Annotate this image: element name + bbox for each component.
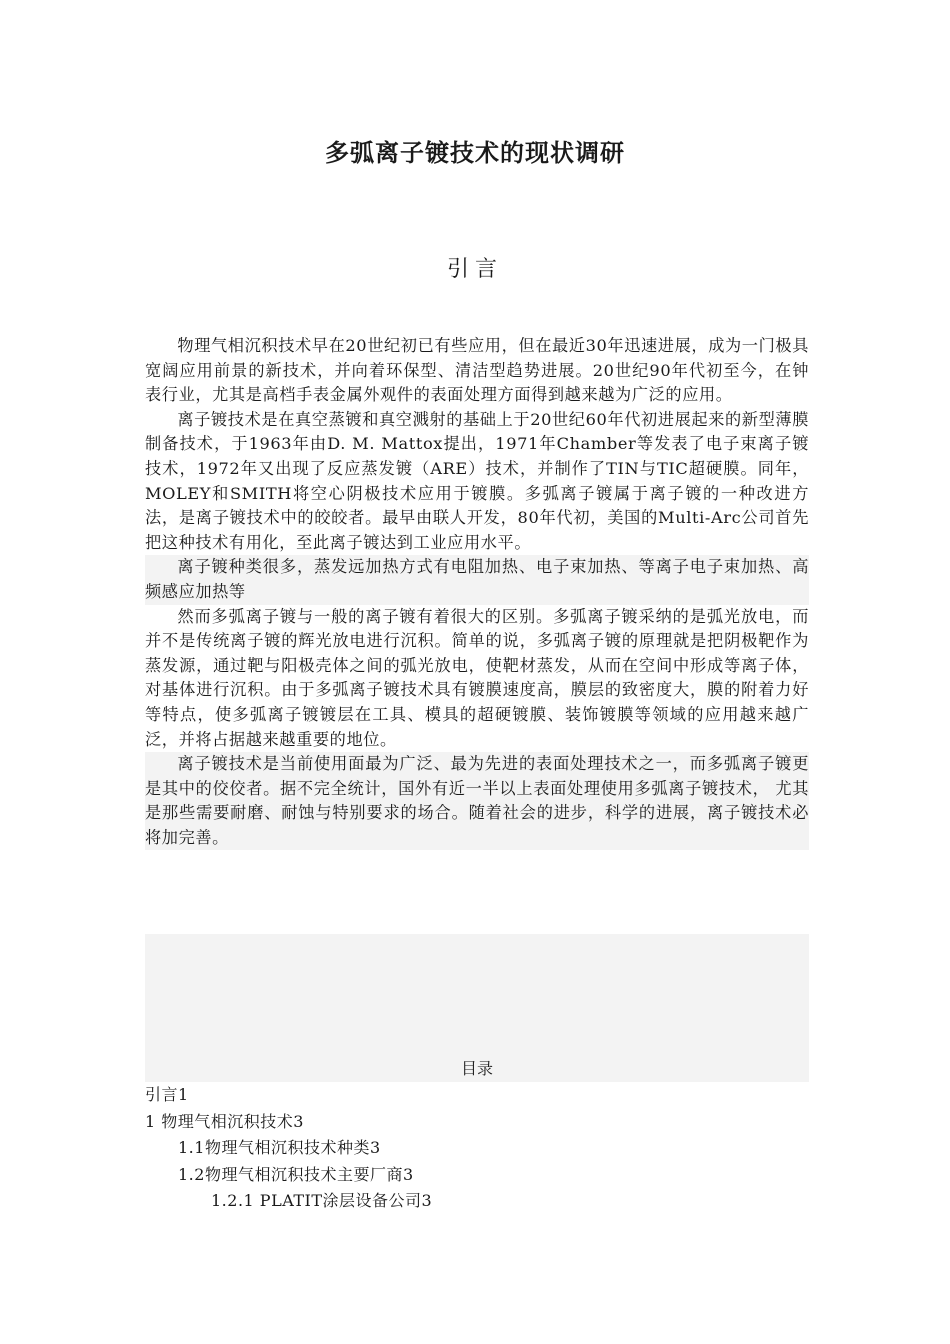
paragraph-1: 物理气相沉积技术早在20世纪初已有些应用，但在最近30年迅速进展，成为一门极具宽阔应用前景的新技术，并向着环保型、清洁型趋势进展。20世纪90年代初至今，在钟表行业，尤其是高档手表金属外观件的表面处理方面得到越来越为广泛的应用。: [145, 336, 809, 405]
paragraph-2: 离子镀技术是在真空蒸镀和真空溅射的基础上于20世纪60年代初进展起来的新型薄膜制备技术，于1963年由D. M. Mattox提出，1971年Chamber等发表了电子束离子镀技术，1972年又出现了反应蒸发镀（ARE）技术，并制作了TIN与TIC超硬膜。同年，MOLEY和SMITH将空心阴极技术应用于镀膜。多弧离子镀属于离子镀的一种改进方法，是离子镀技术中的皎皎者。最早由联人开发，80年代初，美国的Multi-Arc公司首先把这种技术有用化，至此离子镀达到工业应用水平。: [145, 409, 809, 552]
toc-entry-1-2-1[interactable]: 1.2.1 PLATIT涂层设备公司3: [211, 1191, 433, 1210]
section-heading-introduction: 引言: [446, 257, 503, 282]
toc-entry-introduction[interactable]: 引言1: [145, 1085, 189, 1104]
paragraph-5: 离子镀技术是当前使用面最为广泛、最为先进的表面处理技术之一，而多弧离子镀更是其中的佼佼者。据不完全统计，国外有近一半以上表面处理使用多弧离子镀技术， 尤其是那些需要耐磨、耐蚀与特别要求的场合。随着社会的进步，科学的进展，离子镀技术必将加完善。: [145, 752, 809, 850]
toc-entry-1-1[interactable]: 1.1物理气相沉积技术种类3: [178, 1138, 381, 1157]
document-title: 多弧离子镀技术的现状调研: [325, 138, 625, 167]
toc-entry-1-2[interactable]: 1.2物理气相沉积技术主要厂商3: [178, 1164, 414, 1184]
table-of-contents: [145, 1082, 809, 1215]
toc-title: 目录: [460, 1059, 493, 1078]
paragraph-3: 离子镀种类很多，蒸发远加热方式有电阻加热、电子束加热、等离子电子束加热、高频感应加热等: [145, 555, 809, 604]
toc-entry-chapter-1[interactable]: 1 物理气相沉积技术3: [145, 1111, 304, 1131]
introduction-body: [145, 334, 809, 850]
paragraph-4: 然而多弧离子镀与一般的离子镀有着很大的区别。多弧离子镀采纳的是弧光放电，而并不是传统离子镀的辉光放电进行沉积。简单的说，多弧离子镀的原理就是把阴极靶作为蒸发源，通过靶与阳极壳体之间的弧光放电，使靶材蒸发，从而在空间中形成等离子体，对基体进行沉积。由于多弧离子镀技术具有镀膜速度高，膜层的致密度大，膜的附着力好等特点，使多弧离子镀镀层在工具、模具的超硬镀膜、装饰镀膜等领域的应用越来越广泛，并将占据越来越重要的地位。: [145, 606, 809, 749]
